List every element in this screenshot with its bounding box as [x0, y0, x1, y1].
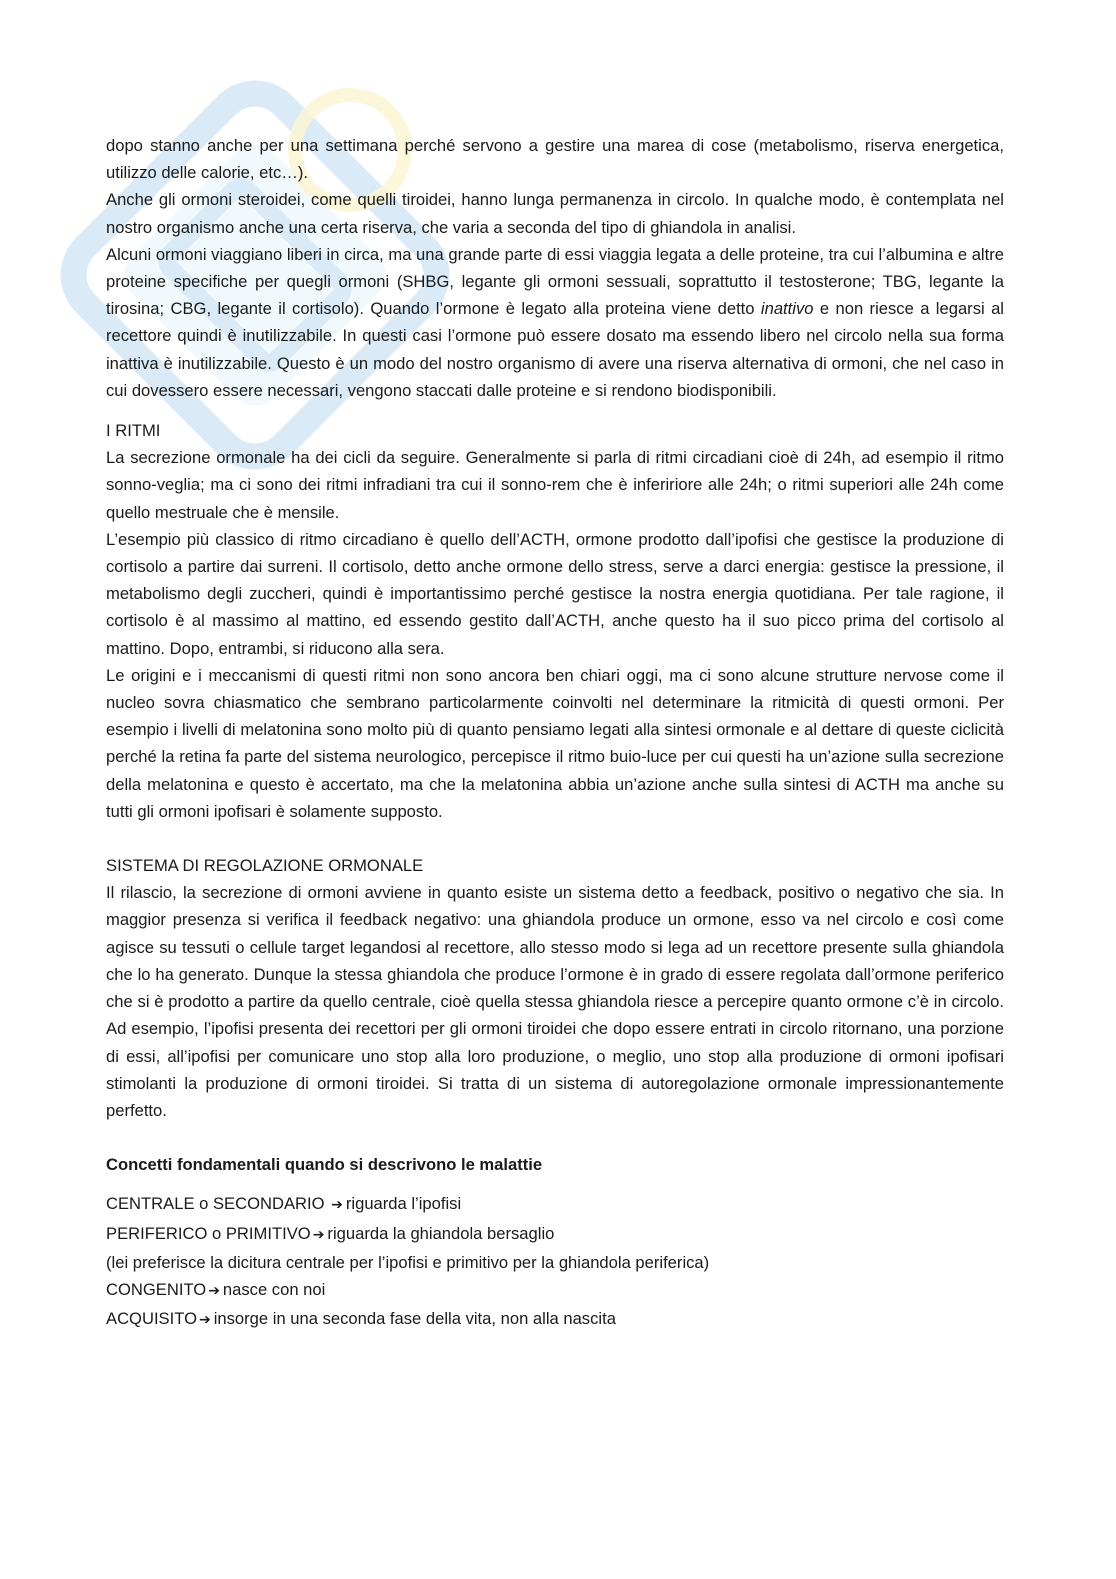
spacer: [106, 825, 1004, 852]
definition-desc: riguarda la ghiandola bersaglio: [327, 1223, 555, 1243]
paragraph-ritmi-intro: La secrezione ormonale ha dei cicli da seguire. Generalmente si parla di ritmi circadiani cioè di 24h, ad esempio il ritmo sonno-veglia; ma ci sono dei ritmi infradiani tra cui il sonno-rem che è infeririore alle 24h; o ritmi superiori alle 24h come quello mestruale che è mensile.: [106, 448, 1004, 522]
definition-item: [106, 1220, 1004, 1249]
arrow-right-icon: ➔: [331, 1197, 343, 1214]
arrow-right-icon: ➔: [198, 1312, 211, 1329]
definition-item: [106, 1190, 1004, 1219]
definition-item: [106, 1305, 1004, 1334]
definition-term: PERIFERICO o PRIMITIVO: [106, 1223, 311, 1243]
definition-item: [106, 1276, 1004, 1305]
section-heading-ritmi: I RITMI: [106, 421, 161, 441]
arrow-right-icon: ➔: [208, 1282, 220, 1299]
document-page: [106, 132, 1004, 1334]
arrow-right-icon: ➔: [312, 1226, 325, 1243]
paragraph-binding-proteins-part1: Alcuni ormoni viaggiano liberi in circa, ma una grande parte di essi viaggia legata a delle proteine, tra cui l’albumina e altre proteine specifiche per quegli ormoni (SHBG, legante gli ormoni sessuali, soprattutto il testosterone; TBG, legante la tirosina; CBG, legante il cortisolo). Quando l’ormone è legato alla proteina viene detto: [106, 244, 1004, 319]
paragraph-binding-proteins: [106, 241, 1004, 404]
definition-desc: nasce con noi: [222, 1279, 326, 1299]
definition-desc: insorge in una seconda fase della vita, non alla nascita: [213, 1309, 616, 1329]
section-heading-concetti: Concetti fondamentali quando si descrivono le malattie: [106, 1155, 543, 1175]
paragraph-continuation: dopo stanno anche per una settimana perché servono a gestire una marea di cose (metabolismo, riserva energetica, utilizzo delle calorie, etc…).: [106, 136, 1004, 183]
definition-term: CENTRALE o SECONDARIO: [106, 1194, 330, 1214]
spacer: [106, 1124, 1004, 1151]
definition-term: CONGENITO: [106, 1279, 207, 1299]
paragraph-ritmi-origins: Le origini e i meccanismi di questi ritmi non sono ancora ben chiari oggi, ma ci sono alcune strutture nervose come il nucleo sovra chiasmatico che sembrano particolarmente coinvolti nel determinare la ritmicità di questi ormoni. Per esempio i livelli di melatonina sono molto più di quanto pensiamo legati alla sintesi ormonale e al dettare di queste ciclicità perché la retina fa parte del sistema neurologico, percepisce il ritmo buio-luce per cui questi ha un’azione sulla secrezione della melatonina e questo è accertato, ma che la melatonina abbia un’azione anche sulla sintesi di ACTH ma anche su tutti gli ormoni ipofisari è solamente supposto.: [106, 665, 1004, 821]
paragraph-steroid-hormones: Anche gli ormoni steroidei, come quelli tiroidei, hanno lunga permanenza in circolo. In qualche modo, è contemplata nel nostro organismo anche una certa riserva, che varia a seconda del tipo di ghiandola in analisi.: [106, 190, 1004, 237]
definition-desc: riguarda l’ipofisi: [345, 1194, 462, 1214]
paragraph-sistema-feedback: Il rilascio, la secrezione di ormoni avviene in quanto esiste un sistema detto a feedback, positivo o negativo che sia. In maggior presenza si verifica il feedback negativo: una ghiandola produce un ormone, esso va nel circolo e così come agisce su tessuti o cellule target legandosi al recettore, allo stesso modo si lega ad un recettore presente sulla ghiandola che lo ha generato. Dunque la stessa ghiandola che produce l’ormone è in grado di essere regolata dall’ormone periferico che si è prodotto a partire da quello centrale, cioè quella stessa ghiandola riesce a percepire quanto ormone c’è in circolo. Ad esempio, l’ipofisi presenta dei recettori per gli ormoni tiroidei che dopo essere entrati in circolo ritornano, una porzione di essi, all’ipofisi per comunicare uno stop alla loro produzione, o meglio, uno stop alla produzione di ormoni ipofisari stimolanti la produzione di ormoni tiroidei. Si tratta di un sistema di autoregolazione ormonale impressionantemente perfetto.: [106, 883, 1004, 1120]
paragraph-ritmi-acth: L’esempio più classico di ritmo circadiano è quello dell’ACTH, ormone prodotto dall’ipofisi che gestisce la produzione di cortisolo a partire dai surreni. Il cortisolo, detto anche ormone dello stress, serve a darci energia: gestisce la pressione, il metabolismo degli zuccheri, quindi è importantissimo perché gestisce la nostra energia quotidiana. Per tale ragione, il cortisolo è al massimo al mattino, ed essendo gestito dall’ACTH, anche questo ha il suo picco prima del cortisolo al mattino. Dopo, entrambi, si riducono alla sera.: [106, 529, 1004, 658]
definition-term: ACQUISITO: [106, 1309, 197, 1329]
definitions-list: [106, 1190, 1004, 1334]
definition-note: (lei preferisce la dicitura centrale per l’ipofisi e primitivo per la ghiandola periferica): [106, 1252, 710, 1272]
paragraph-binding-proteins-part2: e non riesce a legarsi al recettore quindi è inutilizzabile. In questi casi l’ormone può essere dosato ma essendo libero nel circolo nella sua forma inattiva è inutilizzabile. Questo è un modo del nostro organismo di avere una riserva alternativa di ormoni, che nel caso in cui dovessero essere necessari, vengono staccati dalle proteine e si rendono biodisponibili.: [106, 299, 1004, 400]
section-heading-sistema: SISTEMA DI REGOLAZIONE ORMONALE: [106, 856, 424, 876]
italic-term-inattivo: inattivo: [760, 299, 814, 319]
